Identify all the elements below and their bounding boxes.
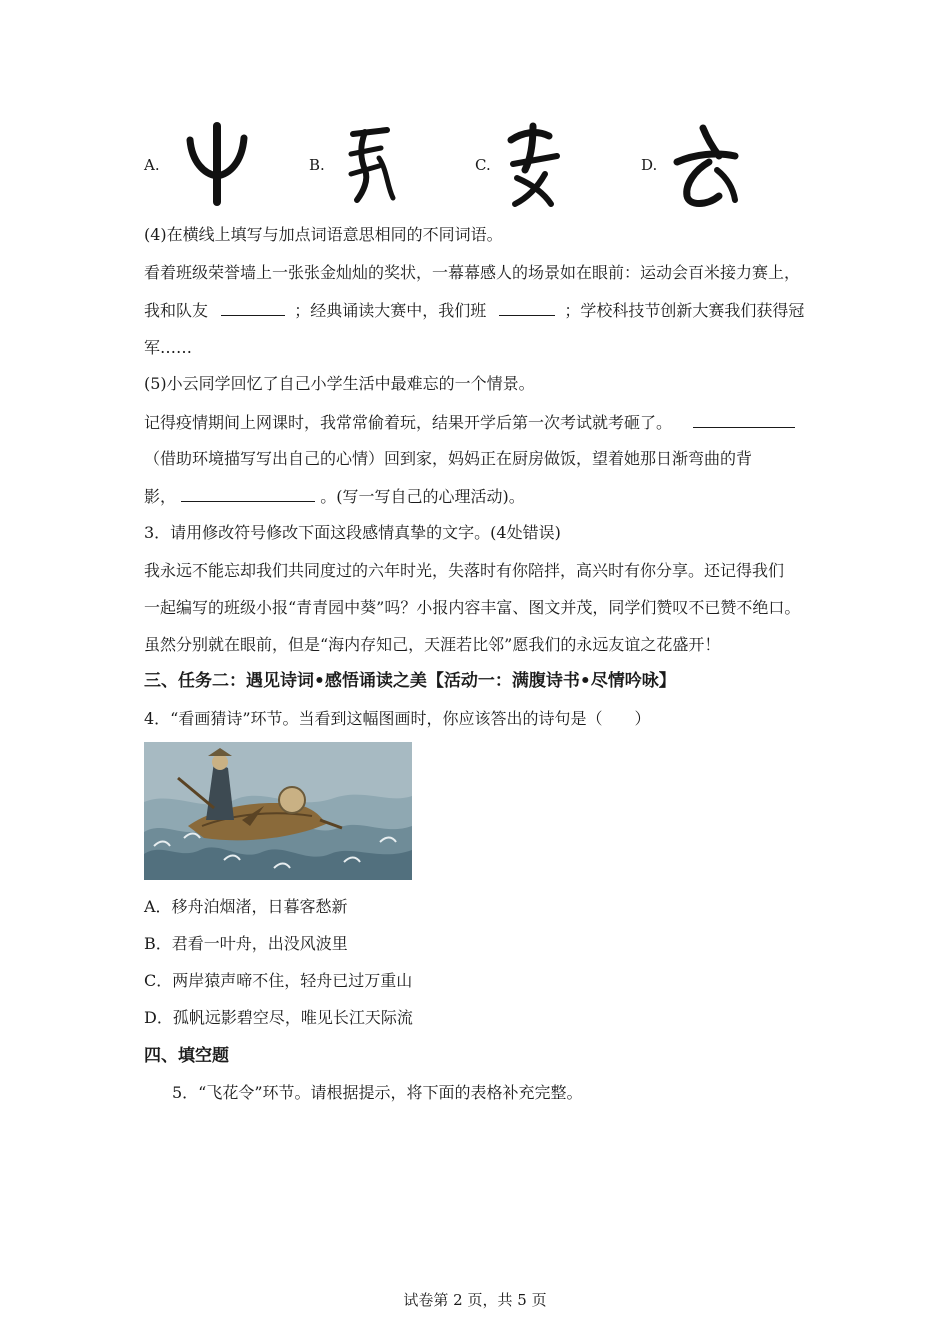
option-a-label: A.: [144, 156, 160, 174]
answer-blank-2[interactable]: [499, 299, 555, 316]
answer-blank-4[interactable]: [181, 485, 315, 502]
page-footer: 试卷第 2 页，共 5 页: [403, 1291, 547, 1309]
sub4-line1: 看着班级荣誉墙上一张张金灿灿的奖状，一幕幕感人的场景如在眼前：运动会百米接力赛上，: [144, 263, 801, 282]
q4-option-d[interactable]: D．孤帆远影碧空尽，唯见长江天际流: [144, 1008, 413, 1027]
answer-blank-3[interactable]: [693, 411, 795, 428]
sub5-line3-b: 。(写一写自己的心理活动)。: [320, 487, 525, 506]
sub4-line2: [144, 299, 804, 322]
sub5-line2: （借助环境描写写出自己的心情）回到家，妈妈正在厨房做饭，望着她那日渐弯曲的背: [144, 449, 753, 468]
sub4-line2-c: ；学校科技节创新大赛我们获得冠: [564, 301, 805, 320]
sub5-line3: [144, 485, 525, 508]
oracle-bone-glyph-a-icon: [182, 118, 252, 210]
oracle-bone-glyph-b-icon: [343, 118, 399, 210]
answer-blank-1[interactable]: [221, 299, 285, 316]
sub4-title: (4)在横线上填写与加点词语意思相同的不同词语。: [144, 225, 503, 244]
sub4-line2-a: 我和队友: [144, 301, 209, 320]
q3-line2: 一起编写的班级小报“青青园中葵”吗？小报内容丰富、图文并茂，同学们赞叹不已赞不绝口。: [144, 598, 801, 617]
sub5-line3-a: 影，: [144, 487, 177, 506]
q4-option-c[interactable]: C．两岸猿声啼不住，轻舟已过万重山: [144, 971, 413, 990]
sub5-title: (5)小云同学回忆了自己小学生活中最难忘的一个情景。: [144, 374, 535, 393]
sub5-line1: [144, 411, 795, 434]
q3-line3: 虽然分别就在眼前，但是“海内存知己，天涯若比邻”愿我们的永远友谊之花盛开！: [144, 635, 721, 654]
sub4-line2-b: ；经典诵读大赛中，我们班: [294, 301, 487, 320]
sub5-line1-text: 记得疫情期间上网课时，我常常偷着玩，结果开学后第一次考试就考砸了。: [144, 413, 673, 432]
sub4-line3: 军……: [144, 338, 193, 357]
q4-option-a[interactable]: A．移舟泊烟渚，日暮客愁新: [144, 897, 348, 916]
oracle-bone-glyph-c-icon: [503, 118, 565, 210]
option-d-label: D.: [641, 156, 658, 174]
section3-heading: 三、任务二：遇见诗词•感悟诵读之美【活动一：满腹诗书•尽情吟咏】: [144, 671, 676, 691]
section4-heading: 四、填空题: [144, 1046, 229, 1066]
boat-on-waves-painting: [144, 742, 412, 880]
q3-line1: 我永远不能忘却我们共同度过的六年时光，失落时有你陪拌，高兴时有你分享。还记得我们: [144, 561, 785, 580]
q5-title: 5．“飞花令”环节。请根据提示，将下面的表格补充完整。: [172, 1083, 583, 1102]
q4-option-b[interactable]: B．君看一叶舟，出没风波里: [144, 934, 348, 953]
option-b-label: B.: [309, 156, 325, 174]
option-c-label: C.: [475, 156, 491, 174]
q4-title: 4．“看画猜诗”环节。当看到这幅图画时，你应该答出的诗句是（ ）: [144, 709, 651, 728]
q3-title: 3．请用修改符号修改下面这段感情真挚的文字。(4处错误): [144, 523, 561, 542]
glyph-options: [144, 118, 804, 218]
oracle-bone-glyph-d-icon: [673, 118, 743, 210]
